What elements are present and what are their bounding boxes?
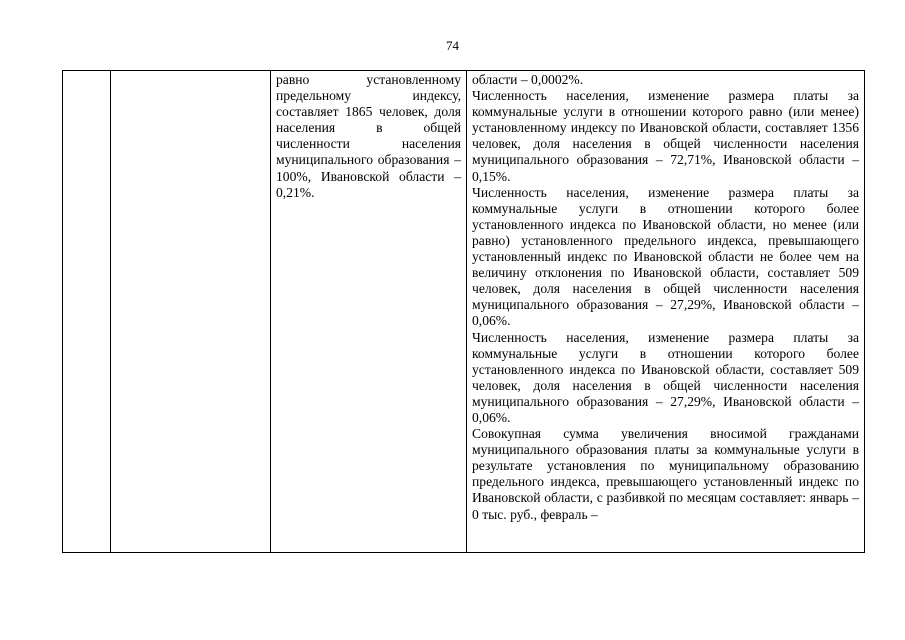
table-cell-col1	[63, 71, 111, 553]
col4-paragraph-1: области – 0,0002%.	[472, 72, 584, 87]
table-cell-col2	[111, 71, 271, 553]
data-table	[62, 70, 865, 553]
page-number: 74	[446, 38, 459, 53]
col3-paragraph: равно установленному предельному индексу, составляет 1865 человек, доля населения в общей численности населения муниципального образования – 100%, Ивановской области – 0,21%.	[276, 72, 461, 200]
table-row	[63, 71, 865, 553]
col4-paragraph-2: Численность населения, изменение размера платы за коммунальные услуги в отношении которого равно (или менее) установленному индексу по Ивановской области, составляет 1356 человек, доля населения в общей численности населения муниципального образования – 72,71%, Ивановской области – 0,15%.	[472, 88, 859, 184]
col4-paragraph-5: Совокупная сумма увеличения вносимой гражданами муниципального образования платы за коммунальные услуги в результате установления по муниципальному образованию предельного индекса, превышающего установленный индекс по Ивановской области, с разбивкой по месяцам составляет: январь – 0 тыс. руб., февраль –	[472, 426, 859, 522]
col4-paragraph-4: Численность населения, изменение размера платы за коммунальные услуги в отношении которого более установленного индекса по Ивановской области, составляет 509 человек, доля населения в общей численности населения муниципального образования – 27,29%, Ивановской области – 0,06%.	[472, 329, 859, 425]
col4-paragraph-3: Численность населения, изменение размера платы за коммунальные услуги в отношении которого более установленного индекса по Ивановской области, но менее (или равно) установленного предельного индекса, превышающего установленный индекс по Ивановской области не более чем на величину отклонения по Ивановской области, составляет 509 человек, доля населения в общей численности населения муниципального образования – 27,29%, Ивановской области – 0,06%.	[472, 184, 859, 329]
table-cell-col4	[467, 71, 865, 553]
table-cell-col3	[271, 71, 467, 553]
